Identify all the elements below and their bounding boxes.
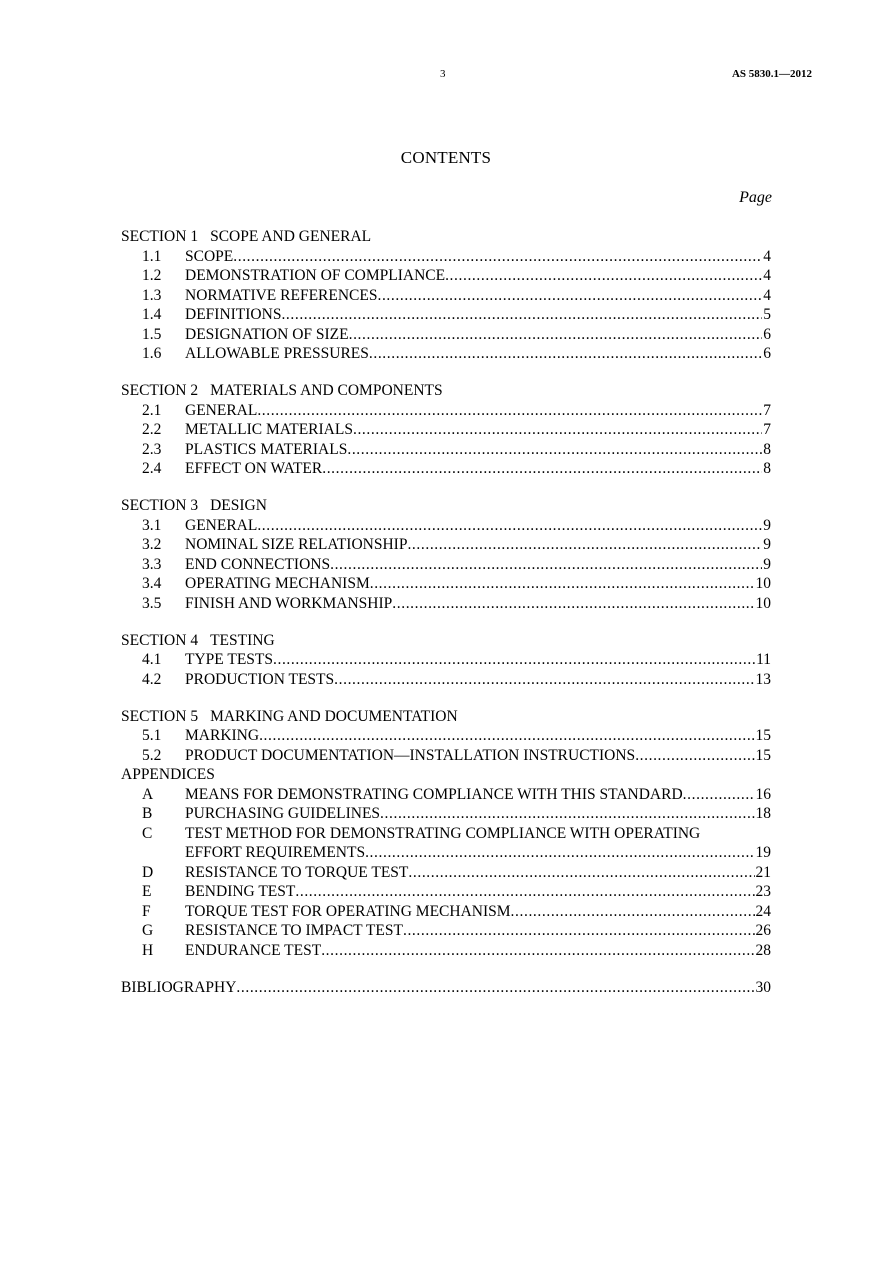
section-heading <box>121 381 771 401</box>
toc-entry-continuation[interactable] <box>121 843 771 863</box>
toc-entry[interactable] <box>121 305 771 325</box>
dot-leader <box>445 266 762 286</box>
toc-entry[interactable] <box>121 459 771 479</box>
entry-page: 6 <box>763 345 771 362</box>
entry-number: 3.3 <box>142 555 162 573</box>
section-heading <box>121 227 771 247</box>
entry-number: 1.1 <box>142 247 162 265</box>
dot-leader <box>353 420 762 440</box>
entry-page: 11 <box>756 651 771 668</box>
toc-entry[interactable] <box>121 440 771 460</box>
entry-number: E <box>142 883 152 900</box>
entry-number: 1.5 <box>142 325 162 343</box>
dot-leader <box>635 746 754 766</box>
toc-entry-first-line[interactable] <box>121 824 771 844</box>
entry-number: 1.4 <box>142 306 162 323</box>
entry-title: METALLIC MATERIALS <box>185 421 353 438</box>
section-heading-title: MARKING AND DOCUMENTATION <box>210 707 458 725</box>
page-title: CONTENTS <box>400 148 492 167</box>
toc-entry[interactable] <box>121 535 771 555</box>
entry-title: MEANS FOR DEMONSTRATING COMPLIANCE WITH THIS STANDARD <box>185 785 683 803</box>
entry-number: 4.1 <box>142 651 162 668</box>
entry-page: 13 <box>755 670 771 688</box>
toc-entry[interactable] <box>121 902 771 922</box>
toc-entry[interactable] <box>121 746 771 766</box>
dot-leader <box>369 344 762 364</box>
dot-leader <box>408 863 754 883</box>
bibliography-page: 30 <box>755 978 771 996</box>
entry-number: 4.2 <box>142 670 162 688</box>
entry-page: 8 <box>763 460 771 477</box>
entry-title-line1: TEST METHOD FOR DEMONSTRATING COMPLIANCE WITH OPERATING <box>185 824 701 842</box>
toc-section <box>121 227 771 364</box>
toc-entry[interactable] <box>121 286 771 306</box>
section-heading <box>121 631 771 651</box>
dot-leader <box>403 921 755 941</box>
entry-page: 9 <box>763 555 771 573</box>
toc-entry[interactable] <box>121 266 771 286</box>
section-heading-number: SECTION 4 <box>121 631 199 649</box>
section-heading <box>121 496 771 516</box>
toc-entry[interactable] <box>121 420 771 440</box>
entry-number: C <box>142 824 153 842</box>
entry-page: 28 <box>755 941 771 959</box>
entry-title: PLASTICS MATERIALS <box>185 440 348 458</box>
entry-title: ALLOWABLE PRESSURES <box>185 345 369 362</box>
table-of-contents <box>121 227 771 997</box>
entry-title: TORQUE TEST FOR OPERATING MECHANISM <box>185 902 511 920</box>
dot-leader <box>321 941 754 961</box>
dot-leader <box>511 902 755 922</box>
toc-entry[interactable] <box>121 516 771 536</box>
entry-number: 5.1 <box>142 727 162 744</box>
entry-title: RESISTANCE TO TORQUE TEST <box>185 863 409 881</box>
entry-page: 18 <box>755 805 771 822</box>
toc-section <box>121 381 771 479</box>
entry-number: 2.2 <box>142 421 162 438</box>
entry-title: NOMINAL SIZE RELATIONSHIP <box>185 536 408 553</box>
toc-entry[interactable] <box>121 804 771 824</box>
entry-page: 16 <box>755 785 771 803</box>
dot-leader <box>281 305 762 325</box>
section-heading-number: SECTION 5 <box>121 707 199 725</box>
entry-title: GENERAL <box>185 401 258 419</box>
entry-page: 21 <box>755 863 771 881</box>
entry-number: 3.5 <box>142 594 162 612</box>
entry-number: 1.2 <box>142 267 162 284</box>
dot-leader <box>330 555 762 575</box>
entry-number: 1.3 <box>142 286 162 304</box>
section-heading-title: SCOPE AND GENERAL <box>210 228 372 245</box>
dot-leader <box>370 574 755 594</box>
page-column-label: Page <box>739 189 772 206</box>
section-heading <box>121 707 771 727</box>
dot-leader <box>365 843 754 863</box>
toc-entry[interactable] <box>121 594 771 614</box>
entry-page: 4 <box>763 286 771 304</box>
dot-leader <box>257 516 762 536</box>
toc-entry[interactable] <box>121 344 771 364</box>
entry-number: B <box>142 805 153 822</box>
section-heading-number: SECTION 1 <box>121 228 199 245</box>
entry-number: F <box>142 902 151 920</box>
toc-entry[interactable] <box>121 555 771 575</box>
dot-leader <box>257 401 762 421</box>
entry-title: ENDURANCE TEST <box>185 941 322 959</box>
entry-title: PRODUCT DOCUMENTATION—INSTALLATION INSTRUCTIONS <box>185 746 636 764</box>
appendices-group <box>121 765 771 960</box>
entry-page: 15 <box>755 727 771 744</box>
entry-title: RESISTANCE TO IMPACT TEST <box>185 922 403 939</box>
section-heading-title: MATERIALS AND COMPONENTS <box>210 382 443 399</box>
toc-entry[interactable] <box>121 670 771 690</box>
section-heading-number: SECTION 2 <box>121 382 199 399</box>
entry-title: BENDING TEST <box>185 883 296 900</box>
entry-title: EFFORT REQUIREMENTS <box>185 844 366 861</box>
dot-leader <box>347 440 762 460</box>
toc-entry[interactable] <box>121 785 771 805</box>
entry-page: 7 <box>763 421 771 438</box>
entry-title: DEFINITIONS <box>185 306 282 323</box>
entry-number: 2.4 <box>142 460 162 477</box>
toc-entry[interactable] <box>121 650 771 670</box>
entry-title: DESIGNATION OF SIZE <box>185 325 349 343</box>
page-number: 3 <box>440 68 446 80</box>
entry-title: PURCHASING GUIDELINES <box>185 805 381 822</box>
entry-title: EFFECT ON WATER <box>185 460 323 477</box>
entry-number: 3.1 <box>142 516 162 534</box>
entry-number: A <box>142 785 154 803</box>
dot-leader <box>407 535 762 555</box>
entry-page: 6 <box>763 325 771 343</box>
entry-page: 19 <box>755 844 771 861</box>
entry-title: GENERAL <box>185 516 258 534</box>
bibliography-entry[interactable] <box>121 978 771 998</box>
entry-title: END CONNECTIONS <box>185 555 331 573</box>
entry-page: 15 <box>755 746 771 764</box>
toc-entry[interactable] <box>121 726 771 746</box>
dot-leader <box>334 670 754 690</box>
entry-number: 3.4 <box>142 575 162 592</box>
toc-entry[interactable] <box>121 574 771 594</box>
entry-title: FINISH AND WORKMANSHIP <box>185 594 393 612</box>
dot-leader <box>349 325 763 345</box>
toc-section <box>121 496 771 613</box>
entry-page: 7 <box>763 401 771 419</box>
toc-entry[interactable] <box>121 247 771 267</box>
toc-entry[interactable] <box>121 941 771 961</box>
entry-page: 10 <box>755 575 771 592</box>
appendices-heading: APPENDICES <box>121 766 215 783</box>
bibliography-title: BIBLIOGRAPHY <box>121 978 237 996</box>
entry-page: 26 <box>755 922 771 939</box>
entry-title: TYPE TESTS <box>185 651 273 668</box>
entry-page: 8 <box>763 440 771 458</box>
toc-section <box>121 631 771 690</box>
dot-leader <box>273 650 755 670</box>
dot-leader <box>259 726 754 746</box>
entry-page: 24 <box>755 902 771 920</box>
dot-leader <box>295 882 754 902</box>
dot-leader <box>377 286 762 306</box>
section-heading-title: DESIGN <box>210 497 267 514</box>
dot-leader <box>683 785 755 805</box>
entry-title: SCOPE <box>185 247 234 265</box>
entry-number: 2.3 <box>142 440 162 458</box>
entry-number: 3.2 <box>142 536 162 553</box>
dot-leader <box>322 459 762 479</box>
entry-number: D <box>142 863 154 881</box>
entry-title: MARKING <box>185 727 260 744</box>
entry-title: NORMATIVE REFERENCES <box>185 286 378 304</box>
standard-designation: AS 5830.1—2012 <box>731 68 812 80</box>
toc-entry[interactable] <box>121 863 771 883</box>
section-heading-title: TESTING <box>210 631 275 649</box>
entry-page: 9 <box>763 516 771 534</box>
toc-entry[interactable] <box>121 921 771 941</box>
dot-leader <box>380 804 754 824</box>
toc-entry[interactable] <box>121 401 771 421</box>
entry-number: 5.2 <box>142 746 162 764</box>
dot-leader <box>233 247 762 267</box>
entry-page: 5 <box>763 306 771 323</box>
toc-section <box>121 707 771 766</box>
toc-entry[interactable] <box>121 325 771 345</box>
dot-leader <box>236 978 754 998</box>
entry-title: OPERATING MECHANISM <box>185 575 370 592</box>
entry-page: 4 <box>763 247 771 265</box>
entry-number: 1.6 <box>142 345 162 362</box>
entry-page: 9 <box>763 536 771 553</box>
section-heading-number: SECTION 3 <box>121 497 199 514</box>
dot-leader <box>392 594 754 614</box>
entry-number: G <box>142 922 154 939</box>
entry-title: DEMONSTRATION OF COMPLIANCE <box>185 267 446 284</box>
entry-number: 2.1 <box>142 401 162 419</box>
entry-page: 4 <box>763 267 771 284</box>
entry-page: 10 <box>755 594 771 612</box>
entry-number: H <box>142 941 154 959</box>
entry-title: PRODUCTION TESTS <box>185 670 335 688</box>
entry-page: 23 <box>755 883 771 900</box>
toc-entry[interactable] <box>121 882 771 902</box>
